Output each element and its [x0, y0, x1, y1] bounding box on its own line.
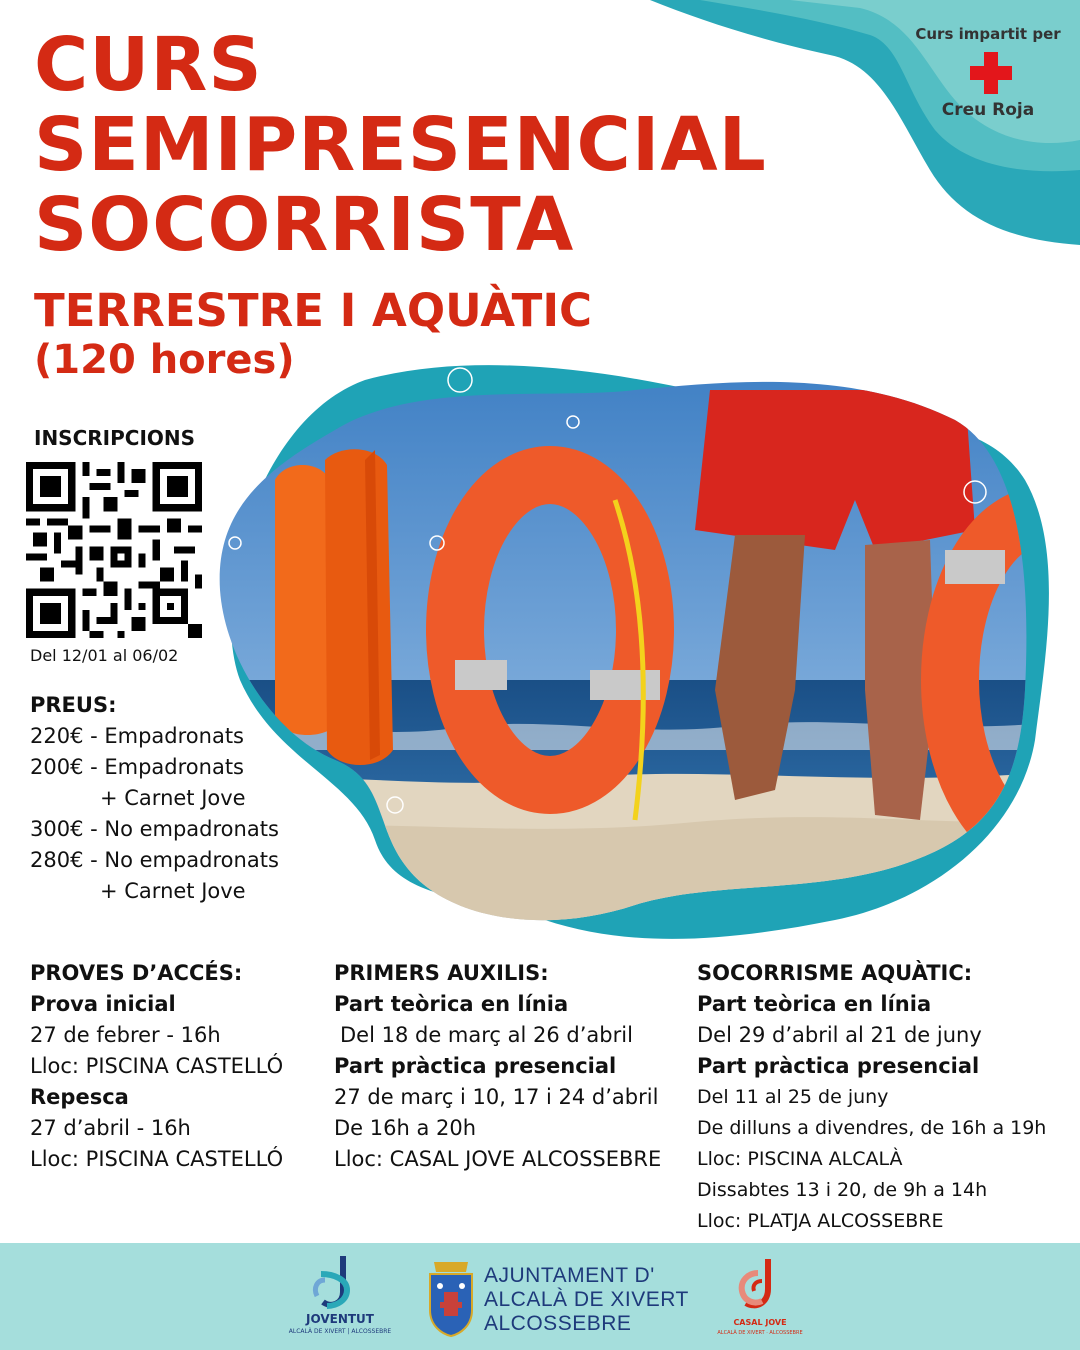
- primers-auxilis-section: [334, 958, 661, 1175]
- repesca-title: Repesca: [30, 1085, 129, 1109]
- inscripcions-dates: Del 12/01 al 06/02: [30, 646, 179, 665]
- socorrisme-teorica-dates: Del 29 d’abril al 21 de juny: [697, 1023, 982, 1047]
- joventut-subtitle: ALCALÀ DE XIVERT | ALCOSSEBRE: [288, 1328, 392, 1335]
- casal-jove-name: CASAL JOVE: [733, 1318, 787, 1327]
- ajuntament-name: [484, 1264, 689, 1336]
- prova-inicial-date: 27 de febrer - 16h: [30, 1023, 221, 1047]
- ajuntament-line-2: ALCALÀ DE XIVERT: [484, 1288, 689, 1311]
- repesca-date: 27 d’abril - 16h: [30, 1116, 191, 1140]
- red-cross-icon: [970, 52, 1012, 94]
- inscripcions-title: INSCRIPCIONS: [34, 426, 196, 450]
- subtitle: TERRESTRE I AQUÀTIC: [34, 284, 593, 337]
- ajuntament-line-1: AJUNTAMENT D': [484, 1264, 655, 1287]
- socorrisme-section: [697, 958, 1046, 1237]
- primers-title: PRIMERS AUXILIS:: [334, 961, 549, 985]
- prices-title: PREUS:: [30, 693, 117, 717]
- price-line: 220€ - Empadronats: [30, 724, 244, 748]
- socorrisme-saturdays: Dissabtes 13 i 20, de 9h a 14h: [697, 1179, 988, 1201]
- socorrisme-weekdays: De dilluns a divendres, de 16h a 19h: [697, 1117, 1047, 1139]
- title-line-1: CURS: [34, 22, 263, 108]
- primers-hours: De 16h a 20h: [334, 1116, 477, 1140]
- primers-teorica-dates: Del 18 de març al 26 d’abril: [340, 1023, 633, 1047]
- primers-teorica-title: Part teòrica en línia: [334, 992, 569, 1016]
- socorrisme-title: SOCORRISME AQUÀTIC:: [697, 961, 973, 985]
- prova-inicial-title: Prova inicial: [30, 992, 176, 1016]
- socorrisme-teorica-title: Part teòrica en línia: [697, 992, 932, 1016]
- price-line: 280€ - No empadronats: [30, 848, 279, 872]
- socorrisme-place-2: Lloc: PLATJA ALCOSSEBRE: [697, 1210, 944, 1232]
- repesca-place: Lloc: PISCINA CASTELLÓ: [30, 1147, 284, 1171]
- primers-practica-title: Part pràctica presencial: [334, 1054, 617, 1078]
- ajuntament-line-3: ALCOSSEBRE: [484, 1312, 632, 1335]
- title-line-2: SEMIPRESENCIAL: [34, 102, 767, 188]
- primers-place: Lloc: CASAL JOVE ALCOSSEBRE: [334, 1147, 662, 1171]
- proves-title: PROVES D’ACCÉS:: [30, 961, 243, 985]
- joventut-logo-icon: [295, 1252, 385, 1312]
- creu-roja-name: Creu Roja: [941, 100, 1035, 120]
- price-line: + Carnet Jove: [100, 879, 246, 903]
- prova-inicial-place: Lloc: PISCINA CASTELLÓ: [30, 1054, 284, 1078]
- socorrisme-practica-dates: Del 11 al 25 de juny: [697, 1086, 889, 1108]
- title-line-3: SOCORRISTA: [34, 182, 575, 268]
- qr-code-icon[interactable]: [26, 462, 202, 638]
- proves-section: [30, 958, 283, 1175]
- casal-jove-logo-icon: [730, 1255, 790, 1315]
- joventut-name: JOVENTUT: [306, 1312, 374, 1326]
- town-shield-icon: [426, 1258, 476, 1338]
- socorrisme-place-1: Lloc: PISCINA ALCALÀ: [697, 1148, 903, 1170]
- casal-jove-subtitle: ALCALÀ DE XIVERT · ALCOSSEBRE: [717, 1330, 803, 1336]
- hours-label: (120 hores): [34, 337, 295, 383]
- primers-practica-dates: 27 de març i 10, 17 i 24 d’abril: [334, 1085, 659, 1109]
- prices-block: [30, 690, 279, 907]
- creu-roja-caption: Curs impartit per: [915, 25, 1061, 43]
- price-line: + Carnet Jove: [100, 786, 246, 810]
- socorrisme-practica-title: Part pràctica presencial: [697, 1054, 980, 1078]
- price-line: 200€ - Empadronats: [30, 755, 244, 779]
- price-line: 300€ - No empadronats: [30, 817, 279, 841]
- lifeguard-beach-photo: [215, 360, 1055, 950]
